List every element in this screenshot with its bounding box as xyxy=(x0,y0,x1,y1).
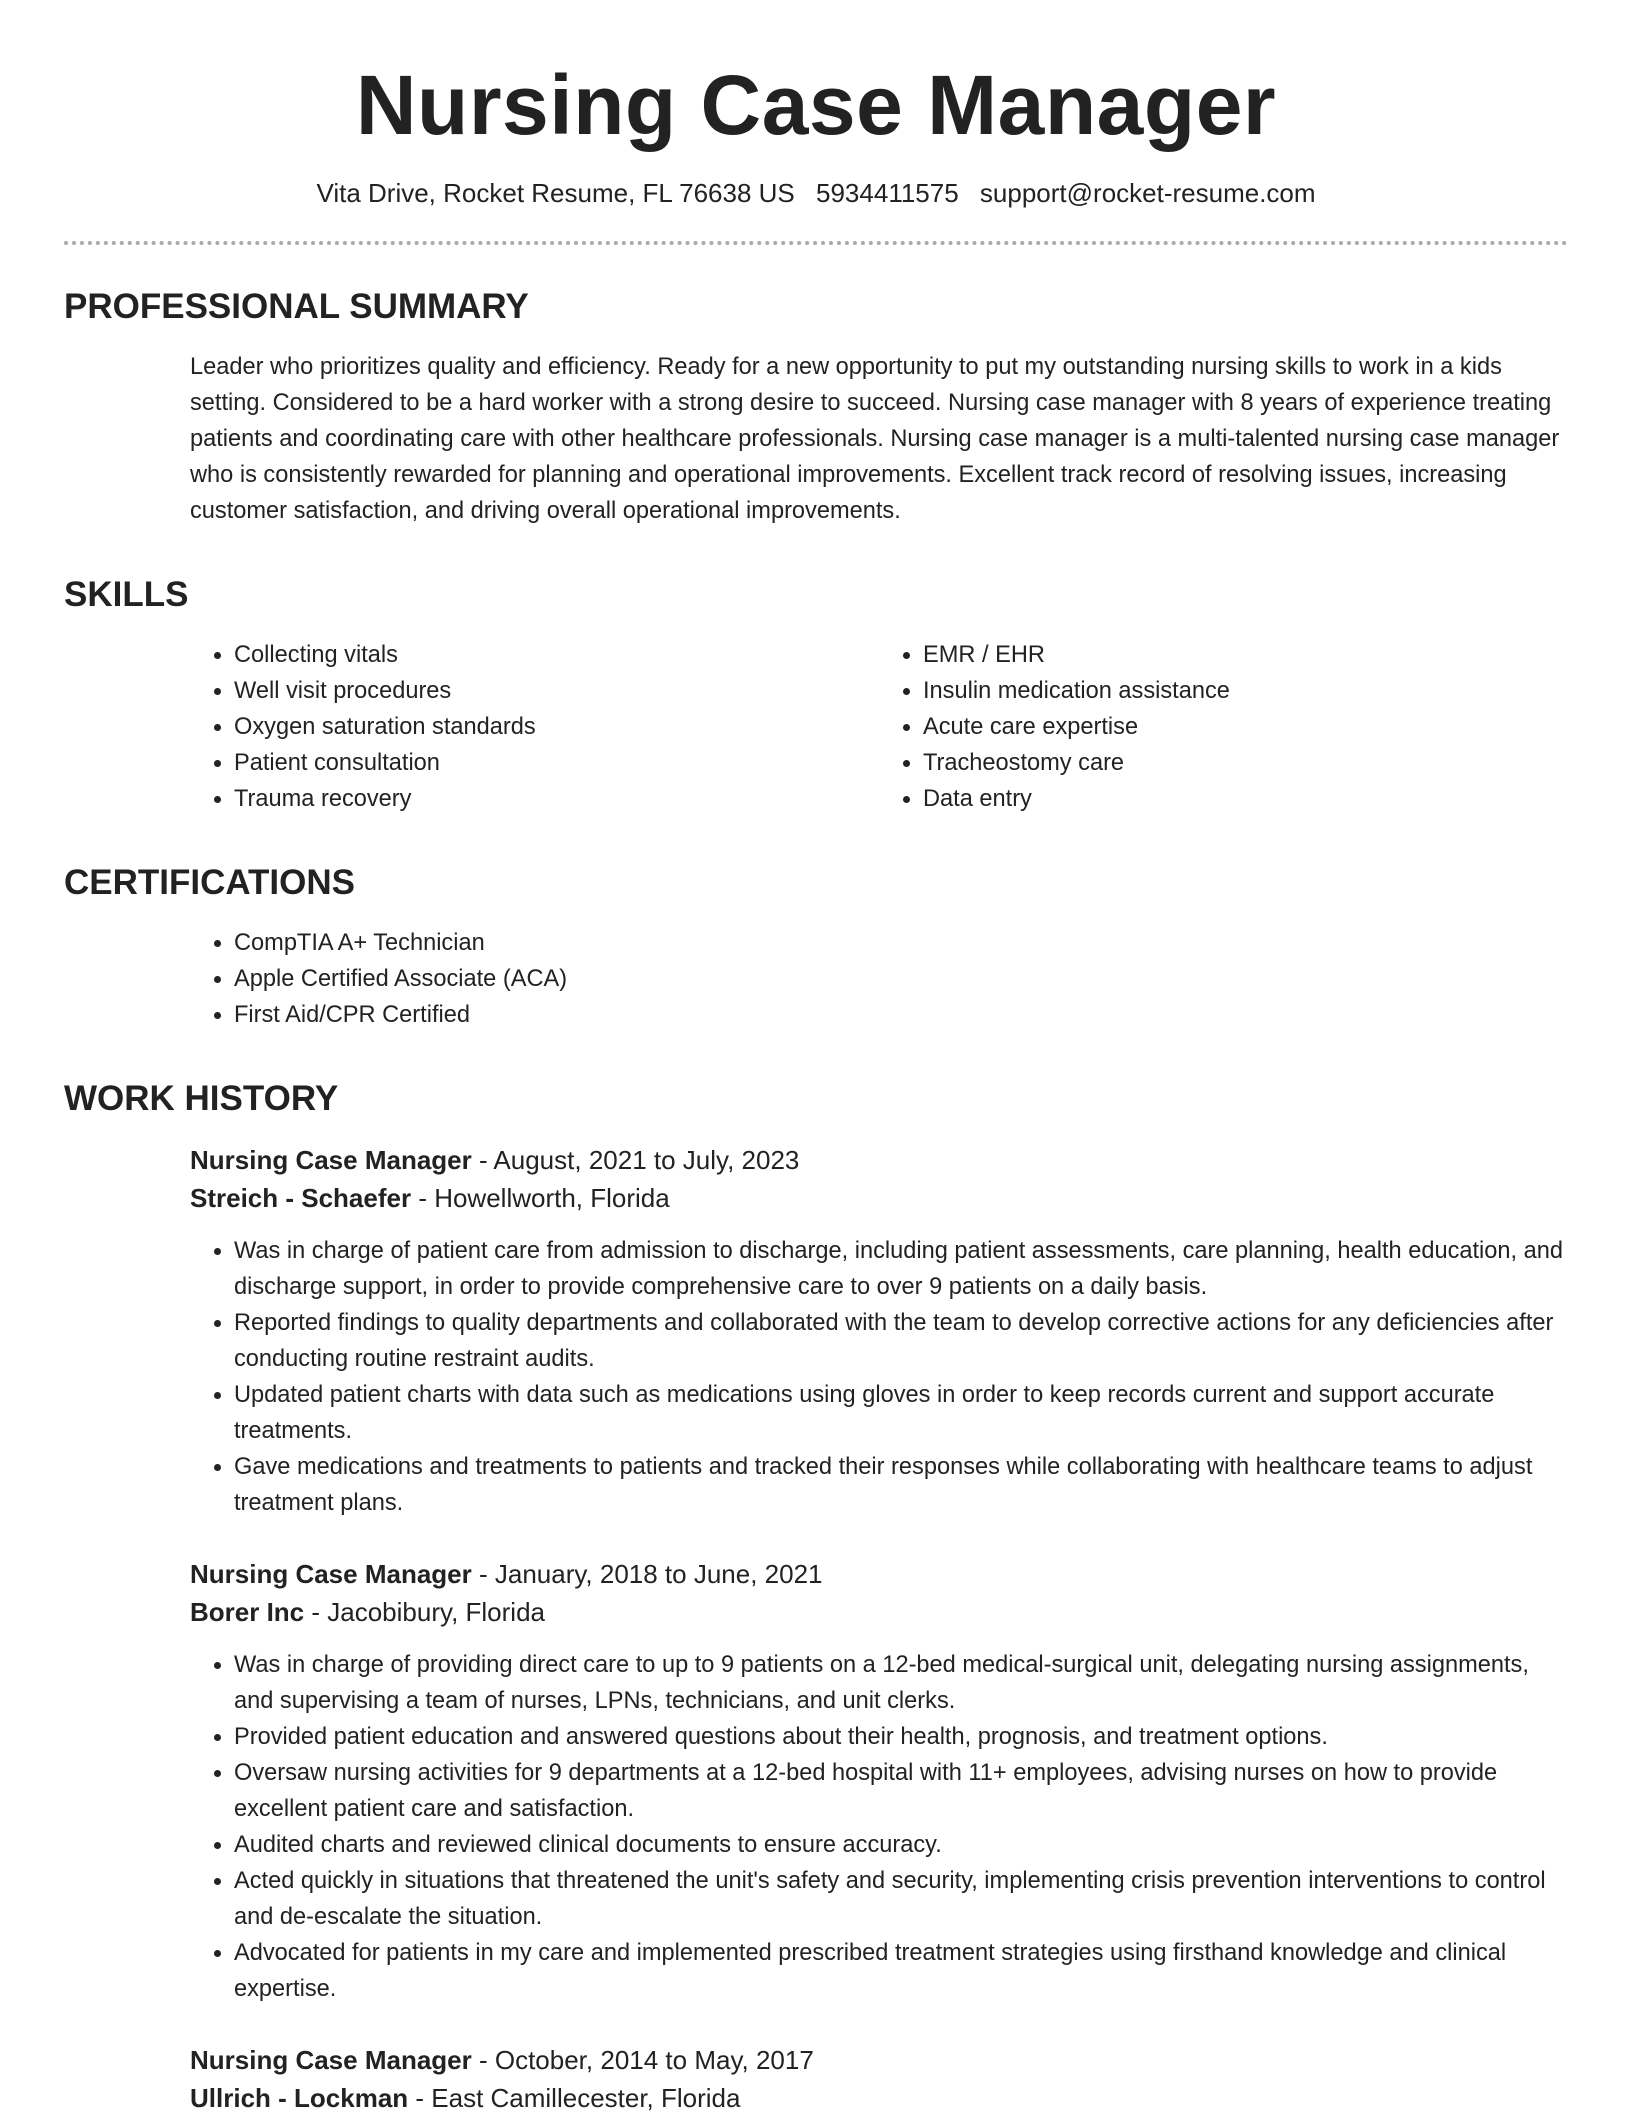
skill-item: • Trauma recovery xyxy=(234,781,879,817)
job-title-line xyxy=(190,2041,1568,2079)
contact-line xyxy=(64,175,1568,211)
skill-item: • Collecting vitals xyxy=(234,637,879,673)
job-dates: - January, 2018 to June, 2021 xyxy=(471,1559,823,1589)
job-location: - Jacobibury, Florida xyxy=(304,1597,545,1627)
skill-item: • Data entry xyxy=(923,781,1568,817)
certification-item: • Apple Certified Associate (ACA) xyxy=(234,961,1568,997)
job-dates: - August, 2021 to July, 2023 xyxy=(471,1145,800,1175)
job-bullet: • Updated patient charts with data such as medications using gloves in order to keep records current and support accurate treatments. xyxy=(234,1377,1568,1449)
certifications-list-wrap xyxy=(64,925,1568,1033)
header-divider xyxy=(64,241,1568,245)
job-entry xyxy=(64,1141,1568,1521)
skills-section xyxy=(64,573,1568,817)
skills-heading: SKILLS xyxy=(64,575,189,614)
certifications-section xyxy=(64,861,1568,1033)
job-bullet: • Provided patient education and answered questions about their health, prognosis, and treatment options. xyxy=(234,1719,1568,1755)
job-bullet: • Oversaw nursing activities for 9 departments at a 12-bed hospital with 11+ employees, advising nurses on how to provide excellent patient care and satisfaction. xyxy=(234,1755,1568,1827)
contact-address: Vita Drive, Rocket Resume, FL 76638 US xyxy=(316,178,795,208)
job-title-line xyxy=(190,1141,1568,1179)
job-bullet: • Advocated for patients in my care and implemented prescribed treatment strategies using firsthand knowledge and clinical expertise. xyxy=(234,1935,1568,2007)
job-role: Nursing Case Manager xyxy=(190,1145,472,1175)
skill-item: • Oxygen saturation standards xyxy=(234,709,879,745)
summary-heading: PROFESSIONAL SUMMARY xyxy=(64,287,529,326)
job-bullet: • Was in charge of patient care from admission to discharge, including patient assessments, care planning, health education, and discharge support, in order to provide comprehensive care to over 9 patients on a daily basis. xyxy=(234,1233,1568,1305)
job-dates: - October, 2014 to May, 2017 xyxy=(471,2045,814,2075)
job-company-line xyxy=(190,1593,1568,1631)
summary-section xyxy=(64,285,1568,529)
job-bullet: • Audited charts and reviewed clinical documents to ensure accuracy. xyxy=(234,1827,1568,1863)
work-history-section xyxy=(64,1077,1568,2117)
work-history-heading: WORK HISTORY xyxy=(64,1079,339,1118)
certification-item: • First Aid/CPR Certified xyxy=(234,997,1568,1033)
certifications-heading: CERTIFICATIONS xyxy=(64,863,356,902)
job-bullets xyxy=(190,1233,1568,1521)
resume-name: Nursing Case Manager xyxy=(355,58,1277,152)
skill-item: • Tracheostomy care xyxy=(923,745,1568,781)
skill-item: • EMR / EHR xyxy=(923,637,1568,673)
contact-phone: 5934411575 xyxy=(816,178,959,208)
skill-item: • Acute care expertise xyxy=(923,709,1568,745)
certifications-list xyxy=(190,925,1568,1033)
summary-text: Leader who prioritizes quality and efficiency. Ready for a new opportunity to put my outstanding nursing skills to work in a kids setting. Considered to be a hard worker with a strong desire to succeed. Nursing case manager with 8 years of experience treating patients and coordinating care with other healthcare professionals. Nursing case manager is a multi-talented nursing case manager who is consistently rewarded for planning and operational improvements. Excellent track record of resolving issues, increasing customer satisfaction, and driving overall operational improvements. xyxy=(190,354,1560,524)
skill-item: • Patient consultation xyxy=(234,745,879,781)
skills-list-right xyxy=(879,637,1568,817)
job-bullet: • Gave medications and treatments to patients and tracked their responses while collaborating with healthcare teams to adjust treatment plans. xyxy=(234,1449,1568,1521)
job-company-line xyxy=(190,1179,1568,1217)
job-company: Streich - Schaefer xyxy=(190,1183,412,1213)
job-title-line xyxy=(190,1555,1568,1593)
job-bullets xyxy=(190,1647,1568,2007)
job-location: - East Camillecester, Florida xyxy=(408,2083,741,2113)
certification-item: • CompTIA A+ Technician xyxy=(234,925,1568,961)
job-role: Nursing Case Manager xyxy=(190,1559,472,1589)
contact-email: support@rocket-resume.com xyxy=(979,178,1316,208)
job-entry xyxy=(64,2041,1568,2117)
job-company: Ullrich - Lockman xyxy=(190,2083,409,2113)
skill-item: • Insulin medication assistance xyxy=(923,673,1568,709)
job-bullet: • Was in charge of providing direct care to up to 9 patients on a 12-bed medical-surgical unit, delegating nursing assignments, and supervising a team of nurses, LPNs, technicians, and unit clerks. xyxy=(234,1647,1568,1719)
job-location: - Howellworth, Florida xyxy=(411,1183,670,1213)
job-role: Nursing Case Manager xyxy=(190,2045,472,2075)
job-bullet: • Acted quickly in situations that threatened the unit's safety and security, implementing crisis prevention interventions to control and de-escalate the situation. xyxy=(234,1863,1568,1935)
job-bullet: • Reported findings to quality departments and collaborated with the team to develop corrective actions for any deficiencies after conducting routine restraint audits. xyxy=(234,1305,1568,1377)
job-company: Borer Inc xyxy=(190,1597,305,1627)
job-company-line xyxy=(190,2079,1568,2117)
skill-item: • Well visit procedures xyxy=(234,673,879,709)
skills-list-left xyxy=(190,637,879,817)
job-entry xyxy=(64,1555,1568,2007)
skills-columns xyxy=(64,637,1568,817)
